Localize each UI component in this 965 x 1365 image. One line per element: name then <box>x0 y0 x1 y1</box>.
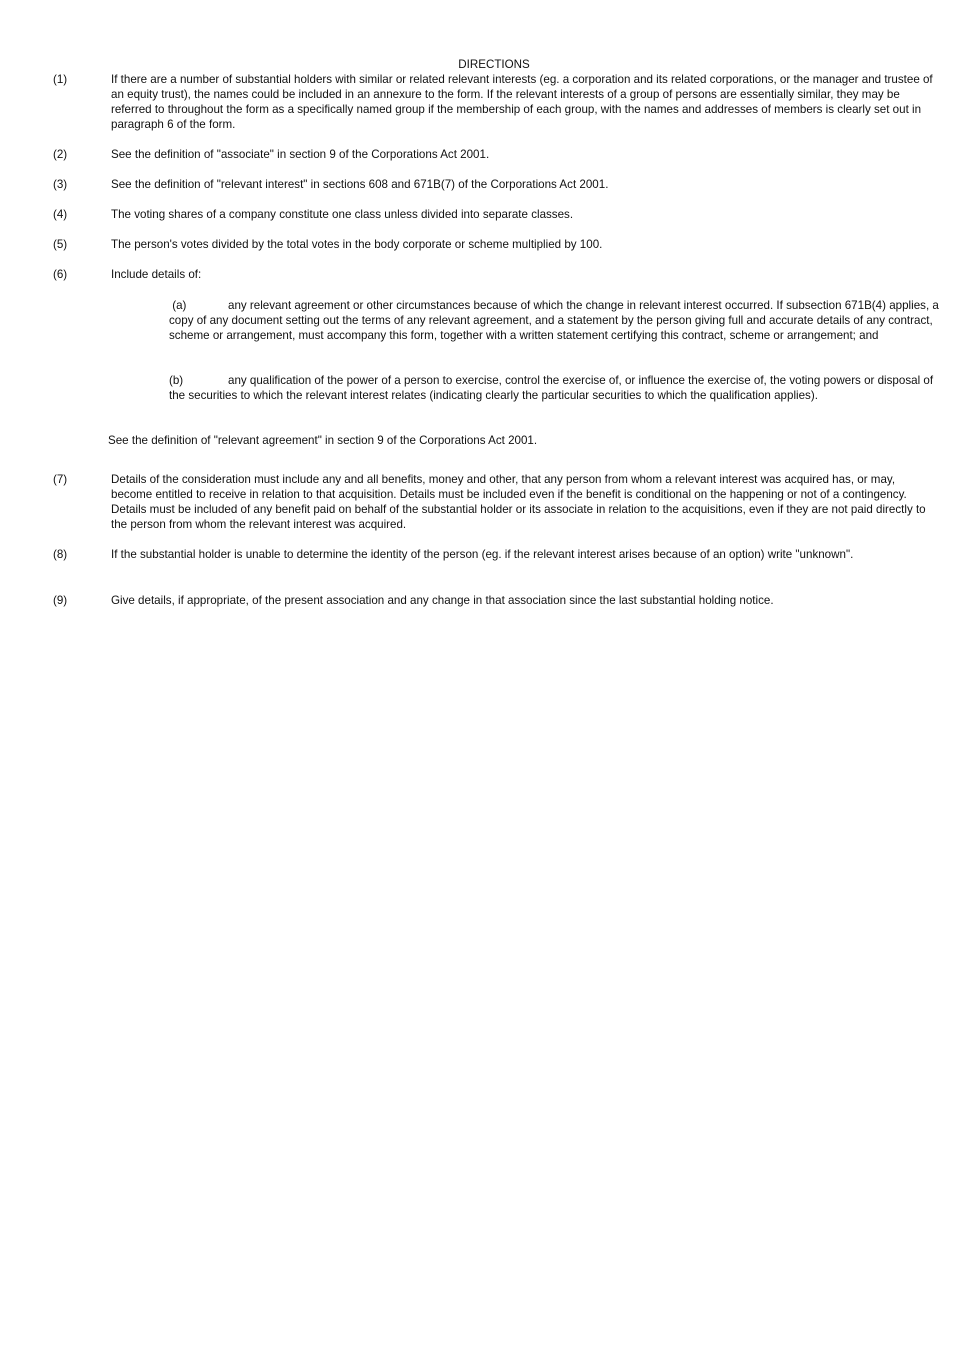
item-text: The person's votes divided by the total votes in the body corporate or scheme multiplied by 100. <box>111 238 603 251</box>
item-number: (4) <box>53 208 68 221</box>
sub-item-text: any qualification of the power of a person to exercise, control the exercise of, or influence the exercise of, the voting powers or disposal of the securities to which the relevant interest relates (indicating clearly the particular securities to which the qualification applies). <box>169 374 934 402</box>
item-text: See the definition of "relevant interest" in sections 608 and 671B(7) of the Corporations Act 2001. <box>111 178 609 191</box>
item-number: (6) <box>53 268 68 281</box>
sub-item-text: any relevant agreement or other circumstances because of which the change in relevant interest occurred. If subsection 671B(4) applies, a copy of any document setting out the terms of any relevant agreement, and a statement by the person giving full and accurate details of any contract, scheme or arrangement, must accompany this form, together with a written statement certifying this contract, scheme or arrangement; and <box>169 299 939 342</box>
item-number: (3) <box>53 178 68 191</box>
item-number: (9) <box>53 594 68 607</box>
item-text: Details of the consideration must include any and all benefits, money and other, that any person from whom a relevant interest was acquired has, or may, become entitled to receive in relation to that acquisition. Details must be included even if the benefit is conditional on the happening or not of a contingency. Details must be included of any benefit paid on behalf of the substantial holder or its associate in relation to the acquisitions, even if they are not paid directly to the person from whom the relevant interest was acquired. <box>111 473 926 531</box>
directions-heading: DIRECTIONS <box>458 58 530 71</box>
item-number: (5) <box>53 238 68 251</box>
item-number: (8) <box>53 548 68 561</box>
item-text: The voting shares of a company constitute one class unless divided into separate classes. <box>111 208 574 221</box>
item-text: Include details of: <box>111 268 202 281</box>
item-number: (2) <box>53 148 68 161</box>
item-number: (1) <box>53 73 68 86</box>
sub-item-label: (a) <box>169 299 187 312</box>
sub-item-label: (b) <box>169 374 184 387</box>
item-text: If the substantial holder is unable to determine the identity of the person (eg. if the relevant interest arises because of an option) write "unknown". <box>111 548 854 561</box>
item-number: (7) <box>53 473 68 486</box>
item-text: See the definition of "associate" in section 9 of the Corporations Act 2001. <box>111 148 490 161</box>
item-text: If there are a number of substantial holders with similar or related relevant interests (eg. a corporation and its related corporations, or the manager and trustee of an equity trust), the names could be included in an annexure to the form. If the relevant interests of a group of persons are essentially similar, they may be referred to throughout the form as a specifically named group if the membership of each group, with the names and addresses of members is clearly set out in paragraph 6 of the form. <box>111 73 933 131</box>
item-text: Give details, if appropriate, of the present association and any change in that association since the last substantial holding notice. <box>111 594 774 607</box>
relevant-agreement-note: See the definition of "relevant agreement" in section 9 of the Corporations Act 2001. <box>108 434 538 447</box>
